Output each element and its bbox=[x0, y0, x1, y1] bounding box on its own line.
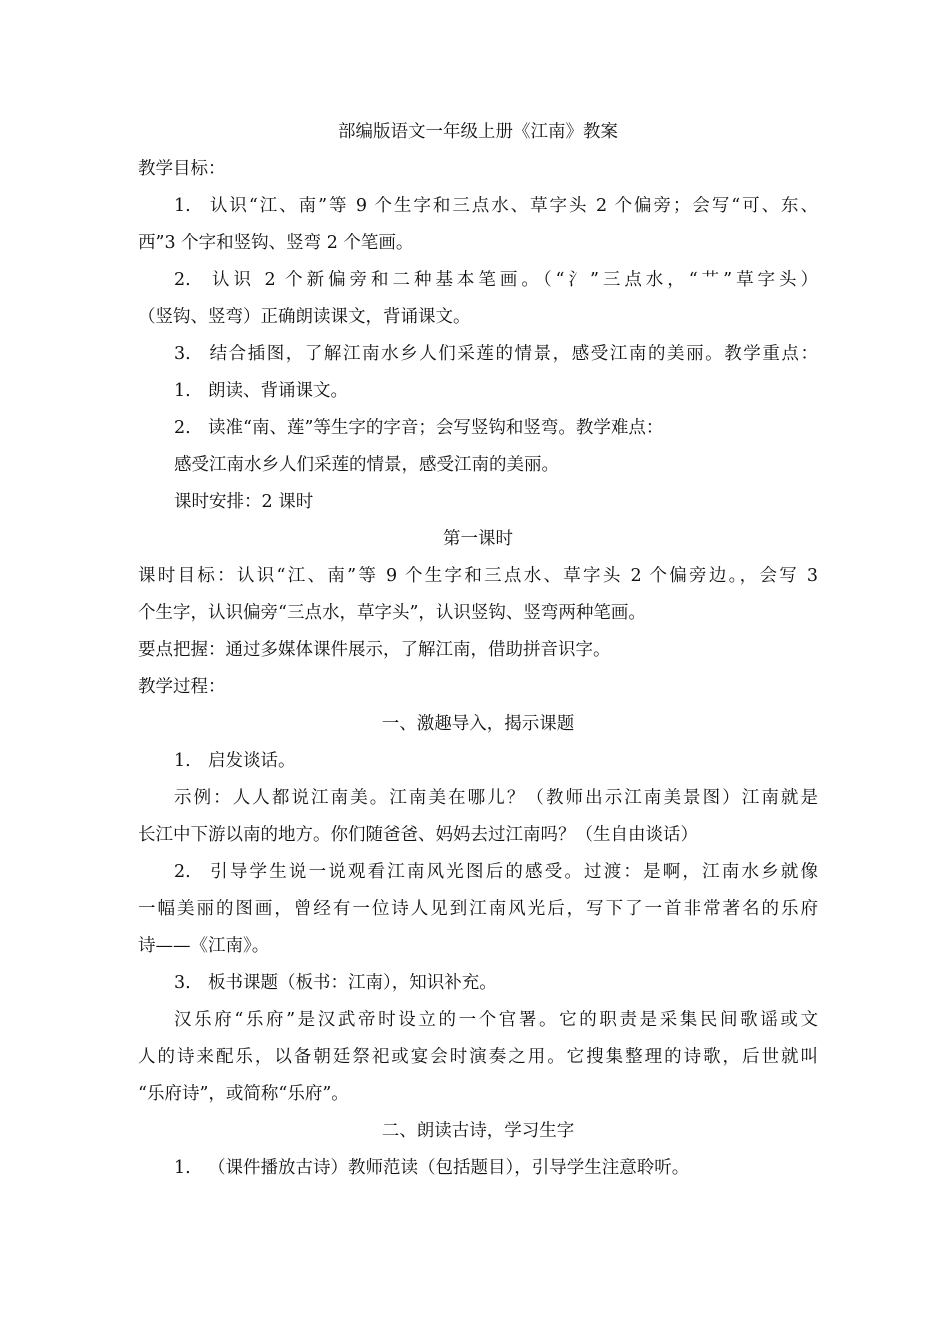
goal-3 bbox=[138, 336, 818, 373]
list-number: 2. bbox=[174, 270, 191, 290]
lesson-schedule: 课时安排：2 课时 bbox=[174, 492, 314, 512]
key-point-1 bbox=[138, 373, 818, 410]
paragraph-text: 引导学生说一说观看江南风光图后的感受。过渡：是啊，江南水乡就像 bbox=[208, 862, 818, 882]
paragraph-text: 启发谈话。 bbox=[208, 751, 296, 771]
section-heading-2: 二、朗读古诗，学习生字 bbox=[381, 1121, 575, 1141]
list-number: 1. bbox=[174, 751, 191, 771]
list-number: 1. bbox=[174, 1158, 191, 1178]
list-number: 3. bbox=[174, 344, 191, 364]
list-number: 1. bbox=[174, 381, 191, 401]
process-step-3 bbox=[138, 965, 818, 1002]
difficulty-text: 感受江南水乡人们采莲的情景，感受江南的美丽。 bbox=[174, 455, 559, 475]
goal-2-cont: （竖钩、竖弯）正确朗读课文，背诵课文。 bbox=[138, 307, 471, 327]
process-step-1 bbox=[138, 743, 818, 780]
yuefu-text-end: “乐府诗”，或简称“乐府”。 bbox=[138, 1084, 349, 1104]
list-number: 1. bbox=[174, 196, 191, 216]
yuefu-text: 汉乐府“乐府”是汉武帝时设立的一个官署。它的职责是采集民间歌谣或文 bbox=[174, 1010, 818, 1030]
document-page bbox=[138, 114, 818, 1187]
goal-1-cont: 西”3 个字和竖钩、竖弯 2 个笔画。 bbox=[138, 233, 414, 253]
document-title: 部编版语文一年级上册《江南》教案 bbox=[338, 122, 618, 142]
paragraph-text: 认识 2 个新偏旁和二种基本笔画。（“氵”三点水，“艹”草字头） bbox=[208, 270, 818, 290]
section-heading-1: 一、激趣导入，揭示课题 bbox=[381, 714, 575, 734]
key-point-2 bbox=[138, 410, 818, 447]
paragraph-text: （课件播放古诗）教师范读（包括题目），引导学生注意聆听。 bbox=[208, 1158, 690, 1178]
example-text: 示例：人人都说江南美。江南美在哪儿？（教师出示江南美景图）江南就是 bbox=[174, 788, 818, 808]
paragraph-text: 板书课题（板书：江南），知识补充。 bbox=[208, 973, 497, 993]
list-number: 2. bbox=[174, 418, 191, 438]
yuefu-text-cont: 人的诗来配乐，以备朝廷祭祀或宴会时演奏之用。它搜集整理的诗歌，后世就叫 bbox=[138, 1047, 818, 1067]
goal-1 bbox=[138, 188, 818, 225]
paragraph-text: 认识“江、南”等 9 个生字和三点水、草字头 2 个偏旁；会写“可、东、 bbox=[208, 196, 818, 216]
section-first-lesson: 第一课时 bbox=[443, 529, 513, 549]
lesson-goal: 课时目标：认识“江、南”等 9 个生字和三点水、草字头 2 个偏旁边。，会写 3 bbox=[138, 566, 818, 586]
heading-teaching-process: 教学过程： bbox=[138, 677, 226, 697]
goal-2 bbox=[138, 262, 818, 299]
list-number: 2. bbox=[174, 862, 191, 882]
paragraph-text: 结合插图，了解江南水乡人们采莲的情景，感受江南的美丽。教学重点： bbox=[208, 344, 818, 364]
list-number: 3. bbox=[174, 973, 191, 993]
example-text-cont: 长江中下游以南的地方。你们随爸爸、妈妈去过江南吗？（生自由谈话） bbox=[138, 825, 698, 845]
heading-teaching-goals: 教学目标： bbox=[138, 159, 226, 179]
process-step-2-end: 诗——《江南》。 bbox=[138, 936, 270, 956]
process-step-2-cont: 一幅美丽的图画，曾经有一位诗人见到江南风光后，写下了一首非常著名的乐府 bbox=[138, 899, 818, 919]
lesson-goal-cont: 个生字，认识偏旁“三点水，草字头”，认识竖钩、竖弯两种笔画。 bbox=[138, 603, 646, 623]
paragraph-text: 朗读、背诵课文。 bbox=[208, 381, 348, 401]
process-step-2 bbox=[138, 854, 818, 891]
key-grasp: 要点把握：通过多媒体课件展示，了解江南，借助拼音识字。 bbox=[138, 640, 611, 660]
process-step-4 bbox=[138, 1150, 818, 1187]
paragraph-text: 读准“南、莲”等生字的字音；会写竖钩和竖弯。教学难点： bbox=[208, 418, 664, 438]
